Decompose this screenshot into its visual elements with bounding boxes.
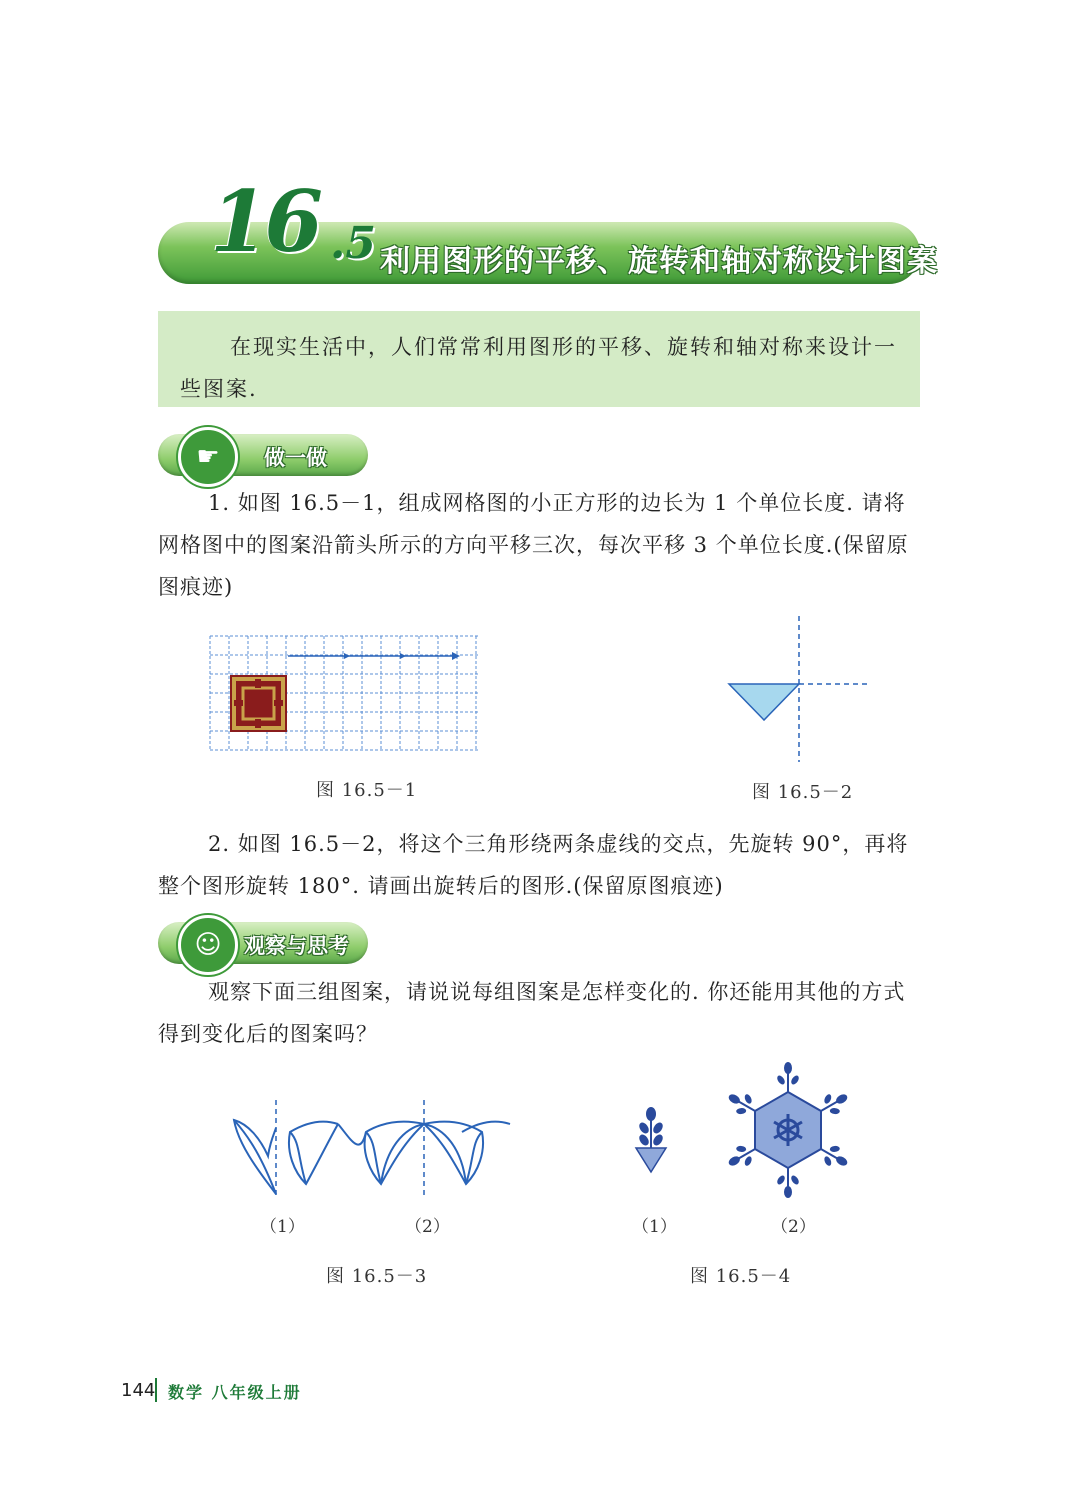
figure-grid-translation: [208, 634, 480, 754]
figure-caption-3: 图 16.5－3: [326, 1266, 428, 1287]
subfigure-label-1a: （1）: [260, 1217, 305, 1237]
page-number: 144: [121, 1380, 156, 1401]
figure-caption-4: 图 16.5－4: [690, 1266, 792, 1287]
activity-label-observe: 观察与思考: [244, 934, 349, 958]
figure-pattern-rotation: [628, 1062, 858, 1200]
figure-triangle-rotation: [720, 614, 880, 764]
activity-label-do: 做一做: [264, 446, 327, 470]
exercise-1: 1. 如图 16.5－1，组成网格图的小正方形的边长为 1 个单位长度. 请将网格图中的图案沿箭头所示的方向平移三次，每次平移 3 个单位长度.(保留原图痕迹): [158, 491, 909, 599]
section-title: 利用图形的平移、旋转和轴对称设计图案: [380, 244, 938, 279]
section-number: 16: [210, 172, 319, 271]
section-subnumber: .5: [330, 218, 376, 269]
reader-icon: ☺: [178, 915, 238, 975]
figure-caption-2: 图 16.5－2: [752, 782, 854, 803]
footer-divider: [155, 1378, 157, 1402]
figure-caption-1: 图 16.5－1: [316, 780, 418, 801]
observe-text: 观察下面三组图案，请说说每组图案是怎样变化的. 你还能用其他的方式得到变化后的图案吗？: [158, 980, 906, 1046]
exercise-2: 2. 如图 16.5－2，将这个三角形绕两条虚线的交点，先旋转 90°，再将整个图形旋转 180°. 请画出旋转后的图形.(保留原图痕迹): [158, 832, 909, 898]
subfigure-label-1b: （1）: [632, 1217, 677, 1237]
intro-text: 在现实生活中，人们常常利用图形的平移、旋转和轴对称来设计一些图案.: [180, 335, 897, 401]
subfigure-label-2a: （2）: [405, 1217, 450, 1237]
hand-icon: ☛: [178, 427, 238, 487]
figure-leaf-reflection: [226, 1098, 522, 1202]
subfigure-label-2b: （2）: [771, 1217, 816, 1237]
footer-book-title: 数学 八年级上册: [168, 1383, 302, 1402]
